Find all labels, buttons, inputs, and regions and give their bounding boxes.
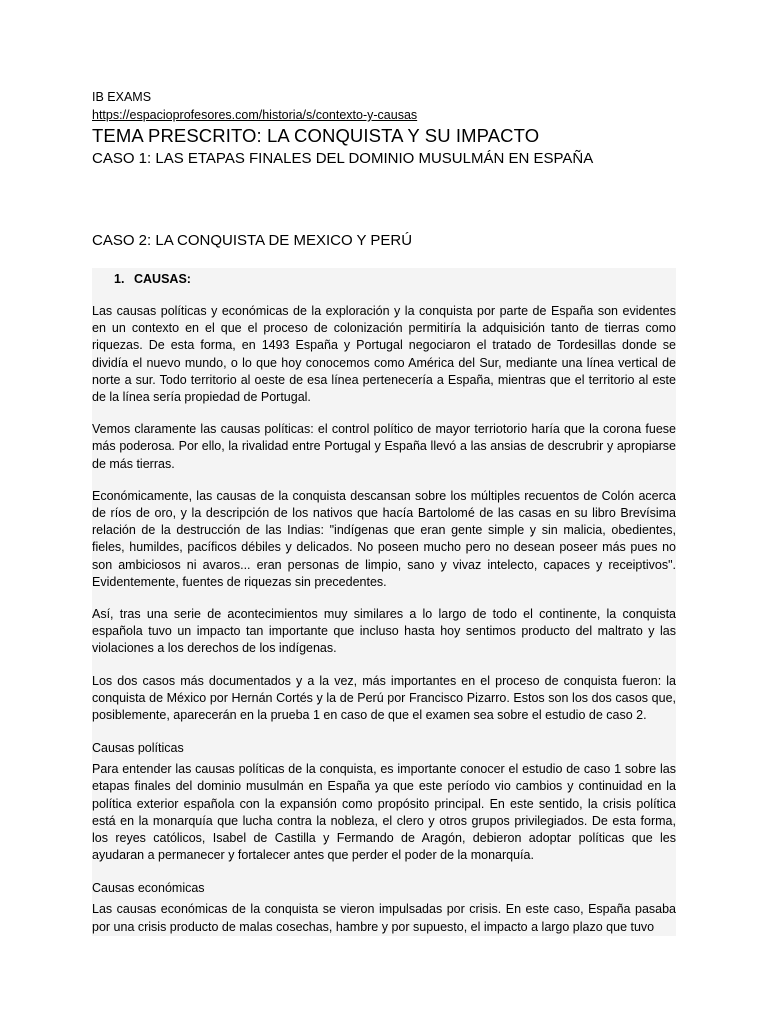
- list-heading-causas: [92, 268, 676, 288]
- paragraph-2: Vemos claramente las causas políticas: el control político de mayor terriotorio haría que la corona fuese más poderosa. Por ello, la rivalidad entre Portugal y España llevó a las ansias de descrubrir y apropiarse de más tierras.: [92, 422, 676, 471]
- paragraph-causas-economicas: Las causas económicas de la conquista se vieron impulsadas por crisis. En este caso, España pasaba por una crisis producto de malas cosechas, hambre y por supuesto, el impacto a largo plazo que tuvo: [92, 902, 676, 934]
- list-number: 1.: [114, 272, 125, 286]
- paragraph-5: Los dos casos más documentados y a la vez, más importantes en el proceso de conquista fueron: la conquista de México por Hernán Cortés y la de Perú por Francisco Pizarro. Estos son los dos casos que, posiblemente, aparecerán en la prueba 1 en caso de que el examen sea sobre el estudio de caso 2.: [92, 673, 676, 723]
- subheading-causas-economicas: Causas económicas: [92, 881, 205, 896]
- paragraph-4: Así, tras una serie de acontecimientos muy similares a lo largo de todo el continente, la conquista española tuvo un impacto tan importante que incluso hasta hoy sentimos producto del maltrato y las violaciones a los derechos de los indígenas.: [92, 607, 676, 656]
- document-page: [92, 88, 676, 936]
- case-1-heading: CASO 1: LAS ETAPAS FINALES DEL DOMINIO MUSULMÁN EN ESPAÑA: [92, 150, 594, 167]
- subheading-causas-politicas: Causas políticas: [92, 741, 184, 756]
- header-label: IB EXAMS: [92, 90, 152, 104]
- paragraph-causas-politicas: Para entender las causas políticas de la conquista, es importante conocer el estudio de caso 1 sobre las etapas finales del dominio musulmán en España ya que este período vio cambios y continuidad en la política exterior española con la expansión como propósito principal. En este sentido, la crisis política está en la monarquía que lucha contra la nobleza, el clero y otros grupos privilegiados. De esta forma, los reyes católicos, Isabel de Castilla y Fermando de Aragón, debieron adoptar políticas que les ayudaran a permanecer y fortalecer antes que perder el poder de la monarquía.: [92, 762, 676, 863]
- list-heading-label: CAUSAS:: [134, 272, 191, 286]
- paragraph-3: Económicamente, las causas de la conquista descansan sobre los múltiples recuentos de Colón acerca de ríos de oro, y la descripción de los nativos que hacía Bartolomé de las casas en su libro Brevísima relación de la destrucción de las Indias: "indígenas que eran gente simple y sin malicia, obedientes, fieles, humildes, pacíficos débiles y delicados. No poseen mucho pero no desean poseer más pues no son ambiciosos ni avaros... eran personas de limpio, sano y vivaz intelecto, capaces y receiptivos". Evidentemente, fuentes de riquezas sin precedentes.: [92, 488, 676, 589]
- paragraph-1: Las causas políticas y económicas de la exploración y la conquista por parte de España son evidentes en un contexto en el que el proceso de colonización permitiría la adquisición tanto de tierras como riquezas. De esta forma, en 1493 España y Portugal negociaron el tratado de Tordesillas donde se dividía el nuevo mundo, o lo que hoy conocemos como América del Sur, mediante una línea vertical de norte a sur. Todo territorio al oeste de esa línea pertenecería a España, mientras que el territorio al este de la línea sería propiedad de Portugal.: [92, 304, 676, 405]
- shaded-content: [92, 268, 676, 936]
- source-link[interactable]: https://espacioprofesores.com/historia/s/contexto-y-causas: [92, 108, 418, 122]
- case-2-heading: CASO 2: LA CONQUISTA DE MEXICO Y PERÚ: [92, 232, 413, 249]
- document-title: TEMA PRESCRITO: LA CONQUISTA Y SU IMPACTO: [92, 125, 540, 146]
